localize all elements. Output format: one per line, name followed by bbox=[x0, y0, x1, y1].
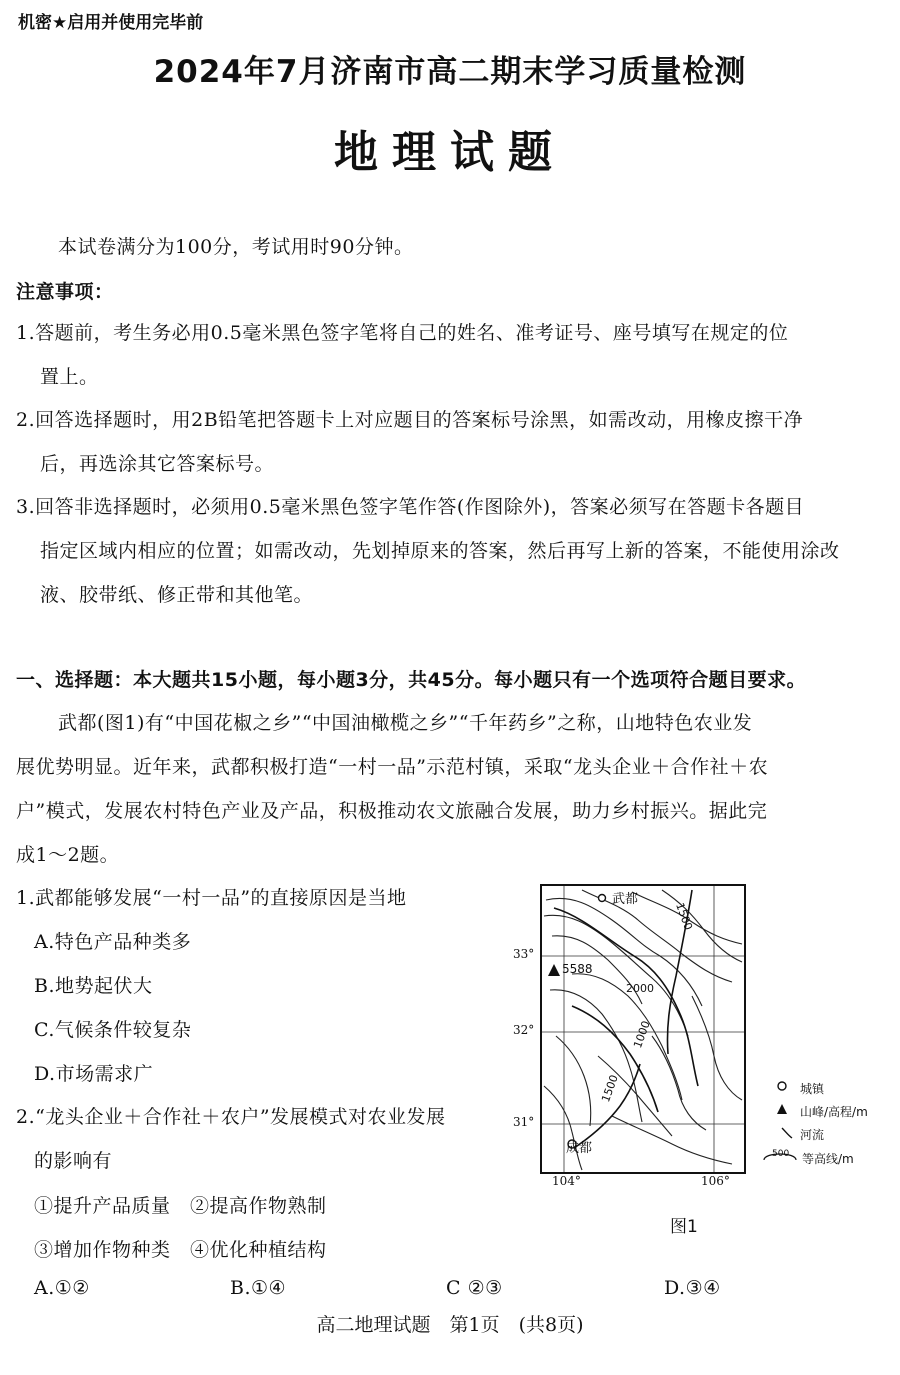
question-2-items-1: ①提升产品质量 ②提高作物熟制 bbox=[34, 1195, 327, 1217]
lon-label-106: 106° bbox=[701, 1174, 730, 1188]
notice-item-1-line-1: 1.答题前，考生务必用0.5毫米黑色签字笔将自己的姓名、准考证号、座号填写在规定的位 bbox=[16, 322, 789, 344]
question-1-option-c: C.气候条件较复杂 bbox=[34, 1019, 192, 1041]
legend-peak-label: 山峰/高程/m bbox=[800, 1105, 868, 1119]
intro-text: 本试卷满分为100分，考试用时90分钟。 bbox=[58, 236, 414, 258]
legend-river-label: 河流 bbox=[800, 1128, 825, 1142]
passage-line-1: 武都(图1)有“中国花椒之乡”“中国油橄榄之乡”“千年药乡”之称，山地特色农业发 bbox=[58, 712, 753, 734]
lat-label-32: 32° bbox=[513, 1023, 535, 1037]
lon-label-104: 104° bbox=[552, 1174, 581, 1188]
passage-line-4: 成1～2题。 bbox=[16, 844, 120, 866]
legend-contour-label: 等高线/m bbox=[802, 1152, 854, 1166]
notice-item-3-line-3: 液、胶带纸、修正带和其他笔。 bbox=[40, 584, 314, 606]
map-peak-elevation: 5588 bbox=[562, 962, 593, 976]
subject-title: 地理试题 bbox=[334, 127, 566, 178]
exam-title: 2024年7月济南市高二期末学习质量检测 bbox=[153, 54, 747, 90]
notice-item-3-line-1: 3.回答非选择题时，必须用0.5毫米黑色签字笔作答(作图除外)，答案必须写在答题卡各题目 bbox=[16, 496, 805, 518]
legend-peak-icon bbox=[776, 1103, 788, 1118]
question-1-option-b: B.地势起伏大 bbox=[34, 975, 153, 997]
question-2-option-d: D.③④ bbox=[664, 1277, 721, 1299]
passage-line-2: 展优势明显。近年来，武都积极打造“一村一品”示范村镇，采取“龙头企业＋合作社＋农 bbox=[16, 756, 769, 778]
notice-item-2-line-1: 2.回答选择题时，用2B铅笔把答题卡上对应题目的答案标号涂黑，如需改动，用橡皮擦干净 bbox=[16, 409, 804, 431]
question-1-option-a: A.特色产品种类多 bbox=[34, 931, 192, 953]
question-1-option-d: D.市场需求广 bbox=[34, 1063, 154, 1085]
figure-caption: 图1 bbox=[670, 1217, 698, 1237]
notice-item-2-line-2: 后，再选涂其它答案标号。 bbox=[40, 453, 275, 475]
map-contour-label-2: 2000 bbox=[626, 982, 654, 995]
notice-item-1-line-2: 置上。 bbox=[40, 366, 99, 388]
page-footer: 高二地理试题 第1页 (共8页) bbox=[316, 1314, 584, 1336]
map-label-chengdu: 成都 bbox=[566, 1141, 593, 1156]
question-2-items-2: ③增加作物种类 ④优化种植结构 bbox=[34, 1239, 327, 1261]
question-2-option-b: B.①④ bbox=[230, 1277, 287, 1299]
notice-item-3-line-2: 指定区域内相应的位置；如需改动，先划掉原来的答案，然后再写上新的答案，不能使用涂改 bbox=[40, 540, 840, 562]
question-2-stem-line-2: 的影响有 bbox=[34, 1150, 113, 1172]
lat-label-31: 31° bbox=[513, 1115, 535, 1129]
map-contour-label-1: 1500 bbox=[673, 901, 695, 932]
map-contour-label-4: 1500 bbox=[599, 1073, 621, 1104]
notice-heading: 注意事项： bbox=[16, 281, 114, 303]
map-contour-label-3: 1000 bbox=[631, 1019, 653, 1050]
question-1-stem: 1.武都能够发展“一村一品”的直接原因是当地 bbox=[16, 887, 407, 909]
lat-label-33: 33° bbox=[513, 947, 535, 961]
legend-contour-value: 500 bbox=[772, 1149, 790, 1159]
legend-town-label: 城镇 bbox=[800, 1082, 825, 1096]
question-2-option-c: C ②③ bbox=[446, 1277, 503, 1299]
passage-line-3: 户”模式，发展农村特色产业及产品，积极推动农文旅融合发展，助力乡村振兴。据此完 bbox=[16, 800, 768, 822]
map-label-wudu: 武都 bbox=[612, 892, 639, 907]
question-2-option-a: A.①② bbox=[34, 1277, 90, 1299]
legend-town-icon bbox=[776, 1080, 788, 1095]
question-2-stem-line-1: 2.“龙头企业＋合作社＋农户”发展模式对农业发展 bbox=[16, 1106, 446, 1128]
confidential-label: 机密★启用并使用完毕前 bbox=[18, 13, 204, 33]
legend-river-icon bbox=[780, 1126, 794, 1143]
section-heading: 一、选择题：本大题共15小题，每小题3分，共45分。每小题只有一个选项符合题目要求。 bbox=[16, 669, 807, 691]
